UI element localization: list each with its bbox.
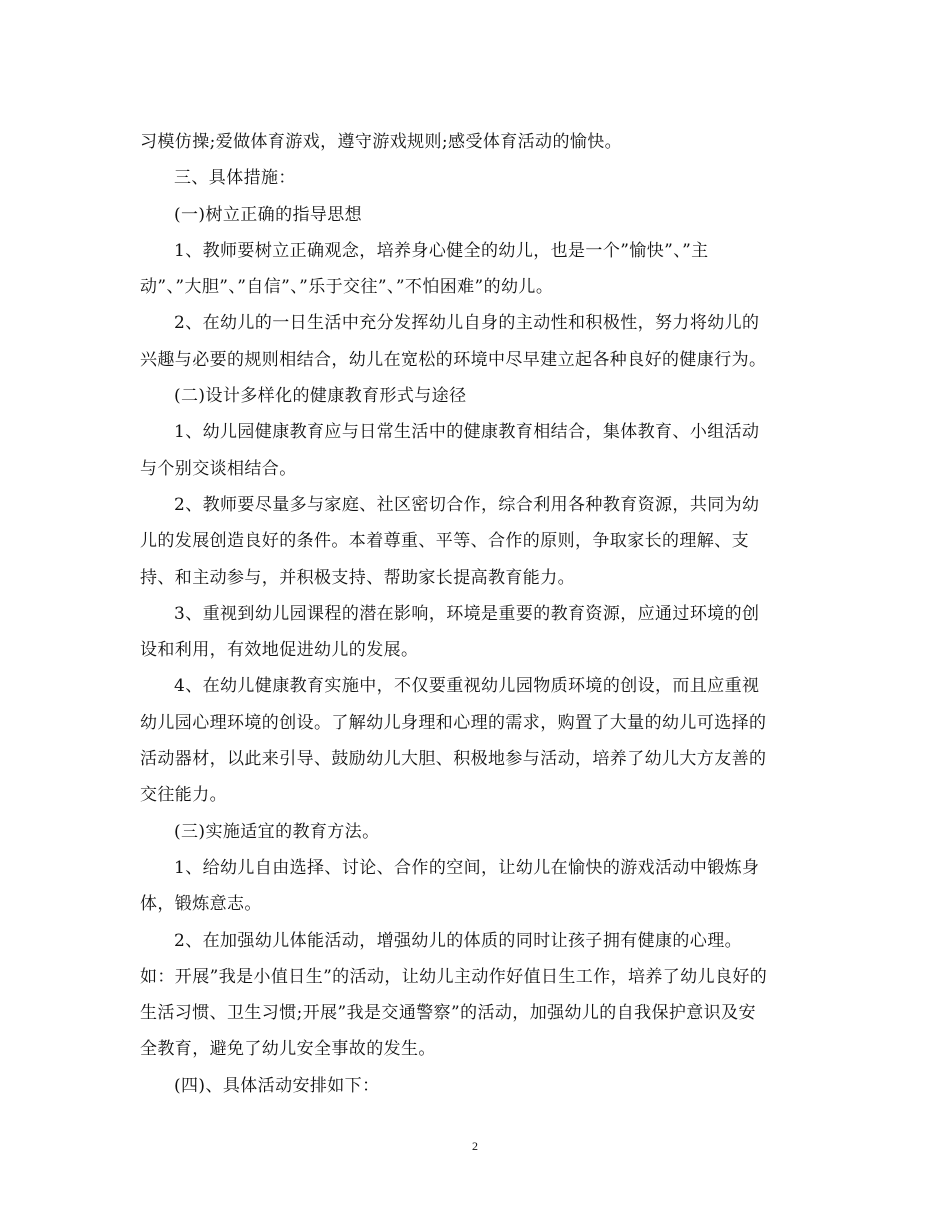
paragraph-line: 习模仿操;爱做体育游戏，遵守游戏规则;感受体育活动的愉快。 <box>140 132 623 152</box>
subsection-heading-4: (四)、具体活动安排如下： <box>174 1075 380 1096</box>
paragraph-line: 全教育，避免了幼儿安全事故的发生。 <box>140 1039 436 1060</box>
document-body <box>140 124 812 1104</box>
paragraph-line: 1、教师要树立正确观念，培养身心健全的幼儿，也是一个”愉快”、”主 <box>174 240 709 261</box>
paragraph-line: 如：开展”我是小值日生”的活动，让幼儿主动作好值日生工作，培养了幼儿良好的 <box>140 966 768 987</box>
subsection-heading-1: (一)树立正确的指导思想 <box>174 204 363 225</box>
paragraph-line: 交往能力。 <box>140 785 227 806</box>
section-heading-measures: 三、具体措施： <box>174 168 296 189</box>
paragraph-line: 兴趣与必要的规则相结合，幼儿在宽松的环境中尽早建立起各种良好的健康行为。 <box>140 349 767 370</box>
paragraph-line: 设和利用，有效地促进幼儿的发展。 <box>140 640 419 661</box>
paragraph-line: 与个别交谈相结合。 <box>140 458 297 479</box>
paragraph-line: 3、重视到幼儿园课程的潜在影响，环境是重要的教育资源，应通过环境的创 <box>174 603 760 624</box>
paragraph-line: 4、在幼儿健康教育实施中，不仅要重视幼儿园物质环境的创设，而且应重视 <box>174 676 760 697</box>
subsection-heading-3: (三)实施适宜的教育方法。 <box>174 821 380 842</box>
paragraph-line: 1、给幼儿自由选择、讨论、合作的空间，让幼儿在愉快的游戏活动中锻炼身 <box>174 857 760 878</box>
paragraph-line: 幼儿园心理环境的创设。了解幼儿身理和心理的需求，购置了大量的幼儿可选择的 <box>140 712 767 733</box>
paragraph-line: 持、和主动参与，并积极支持、帮助家长提高教育能力。 <box>140 567 575 588</box>
paragraph-line: 活动器材，以此来引导、鼓励幼儿大胆、积极地参与活动，培养了幼儿大方友善的 <box>140 749 767 770</box>
subsection-heading-2: (二)设计多样化的健康教育形式与途径 <box>174 386 467 407</box>
paragraph-line: 体，锻炼意志。 <box>140 894 262 915</box>
page-number: 2 <box>472 1139 478 1153</box>
paragraph-line: 生活习惯、卫生习惯;开展”我是交通警察”的活动，加强幼儿的自我保护意识及安 <box>140 1003 756 1024</box>
paragraph-line: 儿的发展创造良好的条件。本着尊重、平等、合作的原则，争取家长的理解、支 <box>140 531 749 552</box>
paragraph-line: 动”、”大胆”、”自信”、”乐于交往”、”不怕困难”的幼儿。 <box>140 277 554 298</box>
paragraph-line: 2、教师要尽量多与家庭、社区密切合作，综合利用各种教育资源，共同为幼 <box>174 494 760 515</box>
paragraph-line: 2、在加强幼儿体能活动，增强幼儿的体质的同时让孩子拥有健康的心理。 <box>174 930 743 951</box>
paragraph-line: 1、幼儿园健康教育应与日常生活中的健康教育相结合，集体教育、小组活动 <box>174 422 760 443</box>
paragraph-line: 2、在幼儿的一日生活中充分发挥幼儿自身的主动性和积极性，努力将幼儿的 <box>174 313 760 334</box>
